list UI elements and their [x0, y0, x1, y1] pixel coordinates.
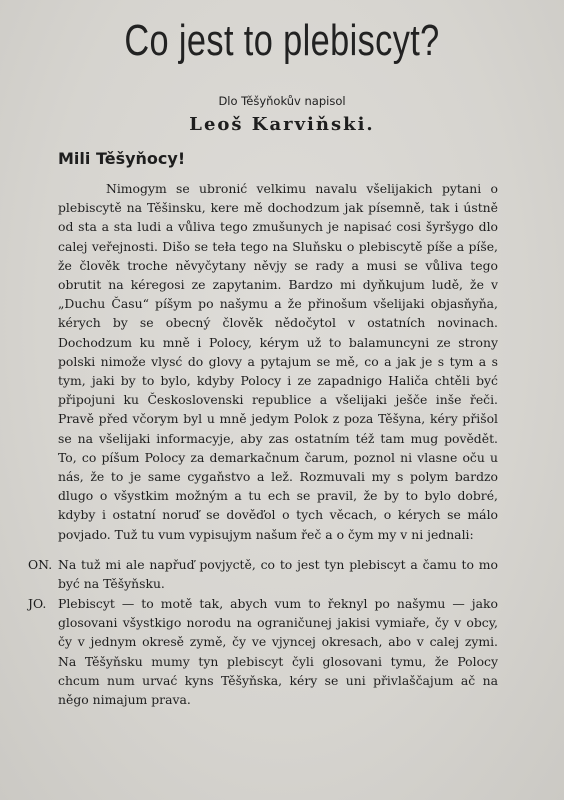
dialogue-entry — [28, 594, 498, 709]
greeting: Mili Těšyňocy! — [58, 149, 186, 168]
speaker-label: ON. — [28, 557, 53, 572]
dialogue-entry — [28, 555, 498, 593]
speaker-label: JO. — [28, 596, 47, 611]
paragraph: Nimogym se ubronić velkimu navalu všelijakich pytani o plebiscytě na Těšinsku, kere mě dochodzum jak písemně, tak i ústně od sta a sta ludi a vůliva tego zmušunych je napisać cosi šyršygo dlo calej veřejnosti. Dišo se teła tego na Sluňsku o plebiscytě píše a píše, že člověk troche něvyčytany něvjy se rady a musi se vůliva tego obrutit na kéregosi ze zapytanim. Bardzo mi dyňkujum ludě, že v „Duchu Času“ píšym po našymu a že přinošum všelijaki objasňyňa, kérych by se obecný člověk nědočytol v ostatních novinach. Dochodzum ku mně i Polocy, kérym už to balamuncyni ze strony polski nimože vlysć do glovy a pytajum se mě, co a jak je s tym a s tym, jaki by to bylo, kdyby Polocy i ze zapadnigo Haliča chtěli być připojuni ku Československi republice a všelijaki ješče inše řeči. Pravě před včorym byl u mně jedym Polok z poza Těšyna, kéry přišol se na všelijaki informacyje, aby zas ostatním též tam mug povědět. To, co píšum Polocy za demarkačnum čarum, poznol ni vlasne oču u nás, že to je same cygaňstvo a lež. Rozmuvali my s polym bardzo dlugo o všystkim možným a tu ech se pravil, že by to bylo dobré, kdyby i ostatní noruď se dověďol o tych věcach, o kérych se málo povjado. Tuž tu vum vypisujym našum řeč a o čym my v ni jednali: — [58, 181, 498, 542]
document-title: Co jest to plebiscyt? — [124, 16, 440, 65]
dialogue-text: Na tuž mi ale napřuď povjyctě, co to jest tyn plebiscyt a čamu to mo być na Těšyňsku. — [58, 557, 498, 592]
author-name: Leoš Karviňski. — [189, 114, 375, 135]
dialogue-text: Plebiscyt — to motě tak, abych vum to řeknyl po našymu — jako glosovani všystkigo norodu na ograničunej jakisi vymiaře, čy v obcy, čy v jednym okresě zymě, čy ve vjyncej okresach, abo v calej zymi. Na Těšyňsku mumy tyn plebiscyt čyli glosovani tymu, že Polocy chcum num urvać kyns Těšyňska, kéry se uni přivlaščajum ač na něgo nimajum prava. — [58, 596, 498, 708]
body-text — [58, 179, 498, 544]
byline: Dlo Těšyňokův napisol — [218, 94, 346, 108]
